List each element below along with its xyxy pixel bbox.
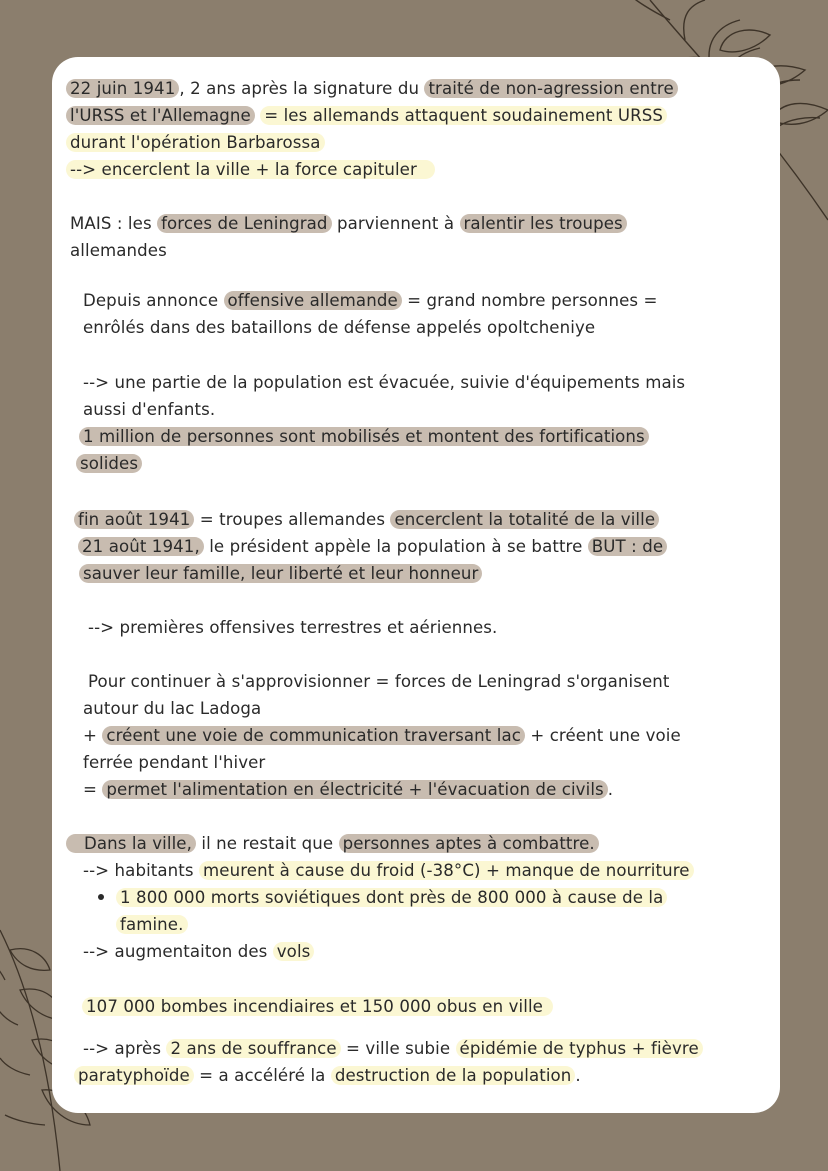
text-span: ferrée pendant l'hiver bbox=[83, 753, 266, 772]
highlight-attack: = les allemands attaquent soudainement URSS bbox=[260, 106, 667, 125]
text-line bbox=[76, 452, 142, 476]
highlight-offensive: offensive allemande bbox=[224, 291, 402, 310]
highlight-slow-troops: ralentir les troupes bbox=[460, 214, 627, 233]
highlight-combat: personnes aptes à combattre. bbox=[339, 834, 599, 853]
text-line bbox=[88, 616, 497, 640]
highlight-treaty: traité de non-agression entre bbox=[424, 79, 677, 98]
text-line bbox=[83, 940, 314, 964]
text-line bbox=[83, 316, 595, 340]
text-line bbox=[83, 289, 658, 313]
text-line bbox=[116, 913, 188, 937]
text-line bbox=[70, 212, 627, 236]
text-line bbox=[66, 158, 435, 182]
text-span: --> une partie de la population est évacuée, suivie d'équipements mais bbox=[83, 373, 686, 392]
highlight-paratyphoid: paratyphoïde bbox=[74, 1066, 194, 1085]
text-span: enrôlés dans des bataillons de défense appelés opoltcheniye bbox=[83, 318, 596, 337]
highlight-mobilised: 1 million de personnes sont mobilisés et montent des fortifications bbox=[79, 427, 649, 446]
text-span: Depuis annonce bbox=[83, 291, 219, 310]
text-line bbox=[83, 859, 694, 883]
highlight-electricity: permet l'alimentation en électricité + l'évacuation de civils bbox=[102, 780, 607, 799]
text-line bbox=[66, 832, 599, 856]
text-span: MAIS : les bbox=[70, 214, 152, 233]
highlight-destruction: destruction de la population bbox=[331, 1066, 576, 1085]
highlight-date: 22 juin 1941 bbox=[66, 79, 179, 98]
text-span: = bbox=[83, 780, 98, 799]
highlight-date: fin août 1941 bbox=[74, 510, 194, 529]
highlight-famine: famine. bbox=[116, 915, 188, 934]
text-span: parviennent à bbox=[336, 214, 455, 233]
highlight-bombs: 107 000 bombes incendiaires et 150 000 obus en ville bbox=[82, 997, 553, 1016]
text-span: + créent une voie bbox=[530, 726, 681, 745]
text-span: = a accéléré la bbox=[199, 1066, 326, 1085]
text-line bbox=[88, 670, 670, 694]
text-span: --> augmentaiton des bbox=[83, 942, 268, 961]
text-line bbox=[66, 131, 325, 155]
text-span: autour du lac Ladoga bbox=[83, 699, 262, 718]
text-line bbox=[79, 425, 649, 449]
highlight-countries: l'URSS et l'Allemagne bbox=[66, 106, 255, 125]
highlight-date: 21 août 1941, bbox=[78, 537, 204, 556]
highlight-communication: créent une voie de communication traversant lac bbox=[102, 726, 525, 745]
text-line bbox=[74, 1064, 581, 1088]
text-span: le président appèle la population à se battre bbox=[209, 537, 583, 556]
highlight-solid: solides bbox=[76, 454, 142, 473]
highlight-encircle: --> encerclent la ville + la force capituler bbox=[66, 160, 435, 179]
highlight-save-family: sauver leur famille, leur liberté et leur honneur bbox=[79, 564, 482, 583]
text-span: = troupes allemandes bbox=[199, 510, 386, 529]
text-span: , 2 ans après la signature du bbox=[179, 79, 420, 98]
text-span: = ville subie bbox=[346, 1039, 451, 1058]
highlight-barbarossa: durant l'opération Barbarossa bbox=[66, 133, 325, 152]
bullet-icon bbox=[98, 894, 104, 900]
text-line bbox=[74, 508, 659, 532]
text-line bbox=[66, 77, 678, 101]
text-line bbox=[66, 104, 667, 128]
text-line bbox=[82, 995, 553, 1019]
text-line bbox=[83, 778, 613, 802]
text-span: Pour continuer à s'approvisionner = forces de Leningrad s'organisent bbox=[88, 672, 670, 691]
text-line bbox=[70, 239, 167, 263]
text-span: --> habitants bbox=[83, 861, 194, 880]
text-span: . bbox=[607, 780, 614, 799]
bullet-item bbox=[98, 886, 667, 910]
highlight-goal: BUT : de bbox=[588, 537, 667, 556]
highlight-deaths: 1 800 000 morts soviétiques dont près de 800 000 à cause de la bbox=[116, 888, 667, 907]
text-span: allemandes bbox=[70, 241, 167, 260]
text-span: + bbox=[83, 726, 98, 745]
highlight-city: Dans la ville, bbox=[66, 834, 196, 853]
text-line bbox=[83, 751, 265, 775]
text-span: --> premières offensives terrestres et aériennes. bbox=[88, 618, 498, 637]
text-span: = grand nombre personnes = bbox=[407, 291, 658, 310]
text-line bbox=[83, 697, 261, 721]
highlight-typhus: épidémie de typhus + fièvre bbox=[456, 1039, 703, 1058]
text-line bbox=[83, 398, 215, 422]
text-line bbox=[83, 724, 681, 748]
text-line bbox=[83, 371, 685, 395]
notes-card bbox=[52, 57, 780, 1113]
highlight-encircle-city: encerclent la totalité de la ville bbox=[390, 510, 659, 529]
text-span: il ne restait que bbox=[201, 834, 334, 853]
text-span: aussi d'enfants. bbox=[83, 400, 216, 419]
highlight-cold: meurent à cause du froid (-38°C) + manque de nourriture bbox=[199, 861, 694, 880]
highlight-suffering: 2 ans de souffrance bbox=[166, 1039, 340, 1058]
text-line bbox=[78, 535, 667, 559]
highlight-forces: forces de Leningrad bbox=[157, 214, 331, 233]
text-line bbox=[83, 1037, 703, 1061]
text-line bbox=[79, 562, 482, 586]
text-span: --> après bbox=[83, 1039, 162, 1058]
text-span: . bbox=[575, 1066, 581, 1085]
highlight-thefts: vols bbox=[273, 942, 315, 961]
